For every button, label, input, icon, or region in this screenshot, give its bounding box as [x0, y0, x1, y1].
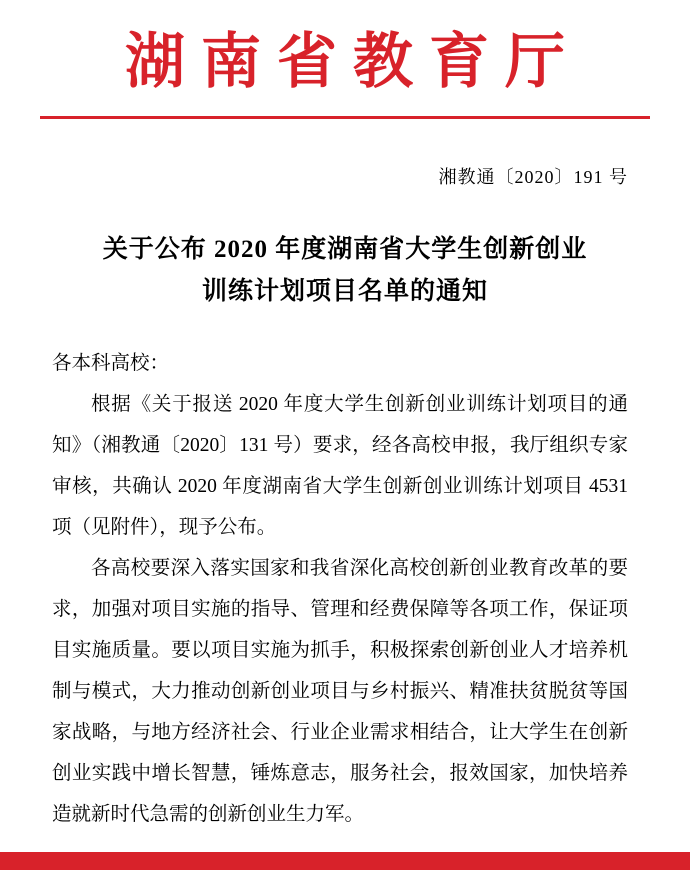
- page-title-line-2: 训练计划项目名单的通知: [201, 278, 488, 305]
- document-body: [52, 343, 628, 835]
- page-title-line-1: 关于公布 2020 年度湖南省大学生创新创业: [102, 236, 588, 263]
- salutation: 各本科高校：: [52, 353, 170, 374]
- body-paragraph-1: 根据《关于报送 2020 年度大学生创新创业训练计划项目的通知》（湘教通〔2020〕131 号）要求，经各高校申报，我厅组织专家审核，共确认 2020 年度湖南省大学生创新创业训练计划项目 4531 项（见附件），现予公布。: [52, 394, 628, 538]
- masthead-title: 湖南省教育厅: [125, 29, 581, 95]
- document-number: 湘教通〔2020〕191 号: [438, 167, 628, 187]
- masthead: [0, 0, 690, 119]
- masthead-red-rule: [40, 116, 650, 119]
- bottom-red-band: [0, 852, 690, 870]
- body-paragraph-2: 各高校要深入落实国家和我省深化高校创新创业教育改革的要求，加强对项目实施的指导、管理和经费保障等各项工作，保证项目实施质量。要以项目实施为抓手，积极探索创新创业人才培养机制与模式，大力推动创新创业项目与乡村振兴、精准扶贫脱贫等国家战略，与地方经济社会、行业企业需求相结合，让大学生在创新创业实践中增长智慧，锤炼意志，服务社会，报效国家，加快培养造就新时代急需的创新创业生力军。: [52, 558, 628, 825]
- page-title: [0, 229, 690, 313]
- document-number-row: [0, 163, 690, 189]
